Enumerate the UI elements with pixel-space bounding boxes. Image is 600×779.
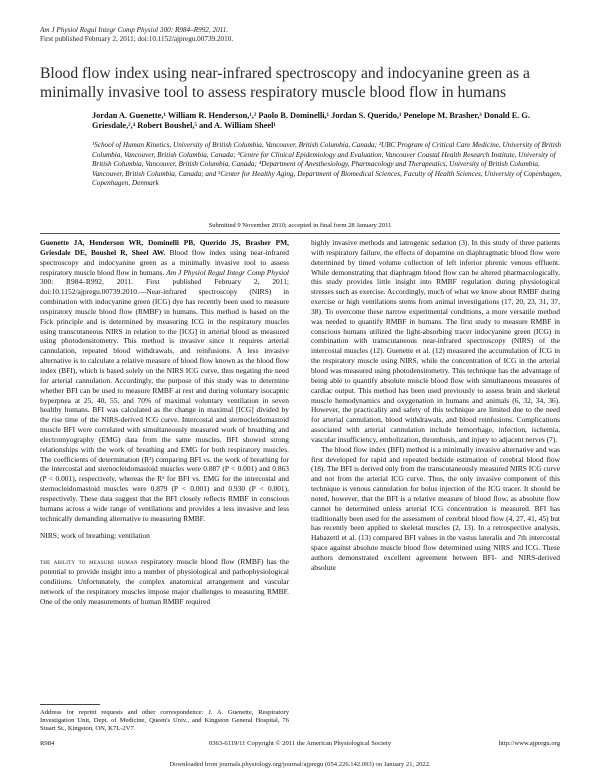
abstract <box>40 238 289 523</box>
keywords: NIRS; work of breathing; ventilation <box>40 531 150 541</box>
intro-lead: the ability to measure human <box>40 557 138 567</box>
introduction-paragraph <box>40 557 289 606</box>
header-divider <box>40 233 560 234</box>
author-list: Jordan A. Guenette,¹ William R. Henderson,¹,² Paolo B. Dominelli,¹ Jordan S. Querido,¹ Penelope M. Brasher,³ Donald E. G. Griesdale,²,⁴ Robert Boushel,⁵ and A. William Sheel¹ <box>92 111 530 131</box>
abstract-cite-title: Blood flow index using near-infrared spectroscopy and indocyanine green as a minimally invasive tool to assess respiratory muscle blood flow in humans. <box>40 247 290 277</box>
copyright-line: 0363-6119/11 Copyright © 2011 the American Physiological Society <box>208 740 392 747</box>
correspondence-address: Address for reprint requests and other correspondence: J. A. Guenette, Respiratory Investigation Unit, Dept. of Medicine, Queen's Univ., and Kingston General Hospital, 76 Stuart St., Kingston, ON, K7L-2V7. <box>40 709 289 732</box>
first-published-line: First published February 2, 2011; doi:10.1152/ajpregu.00739.2010. <box>40 35 234 43</box>
abstract-cite-authors: Guenette JA, Henderson WR, Dominelli PB, Querido JS, Brasher PM, Griesdale DE, Boushel R, Sheel AW. <box>40 238 289 257</box>
affiliations: ¹School of Human Kinetics, University of British Columbia, Vancouver, British Columbia, Canada; ²UBC Program of Critical Care Medicine, University of British Columbia, Vancouver, British Columbia, Canada; ³Centre for Clinical Epidemiology and Evaluation, Vancouver Coastal Health Research Institute, University of British Columbia, Vancouver, British Columbia, Canada; ⁴Department of Anesthesiology, Pharmacology and Therapeutics, University of British Columbia, Vancouver, British Columbia, Canada; and ⁵Center for Healthy Aging, Department of Biomedical Sciences, Faculty of Health Sciences, University of Copenhagen, Copenhagen, Denmark <box>92 141 562 188</box>
download-note: Downloaded from journals.physiology.org/journal/ajpregu (054.226.142.093) on January 21, 2022. <box>169 761 431 768</box>
journal-reference <box>40 26 233 44</box>
body-paragraph-2: The blood flow index (BFI) method is a minimally invasive alternative and was first developed for rapid and repeated bedside estimation of cerebral blood flow (18). The BFI is derived only from the transcutaneously measured NIRS ICG curve and not from the arterial ICG curve. Thus, the only invasive component of this technique is venous cannulation for bolus injection of the ICG tracer. It should be noted, however, that the BFI is a relative measure of blood flow, as absolute flow cannot be determined unless arterial ICG concentration is measured. BFI has traditionally been used for the assessment of cerebral blood flow (4, 27, 41, 45) but has recently been applied to skeletal muscles (2, 13). In a retrospective analysis, Habazettl et al. (13) compared BFI values in the vastus lateralis and 7th intercostal space against absolute muscle blood flow determined using NIRS and ICG. These authors demonstrated excellent agreement between BFI- and NIRS-derived absolute <box>311 444 560 572</box>
page-number: R984 <box>40 740 55 747</box>
footnote-divider <box>40 704 100 705</box>
article-title: Blood flow index using near-infrared spectroscopy and indocyanine green as a minimally invasive tool to assess respiratory muscle blood flow in humans <box>40 65 530 101</box>
left-column <box>40 238 289 607</box>
right-column <box>311 238 560 573</box>
abstract-text: 300: R984–R992, 2011. First published February 2, 2011; doi:10.1152/ajpregu.00739.2010.—Near-infrared spectroscopy (NIRS) in combination with indocyanine green (ICG) dye has recently been used to measure respiratory muscle blood flow (RMBF) in humans. This method is based on the Fick principle and is determined by measuring ICG in the respiratory muscles using transcutaneous NIRS in relation to the [ICG] in arterial blood as measured using photodensitometry. This method is invasive since it requires arterial cannulation, repeated blood withdrawals, and reinfusions. A less invasive alternative is to calculate a relative measure of blood flow known as the blood flow index (BFI), which is based solely on the NIRS ICG curve, thus negating the need for arterial cannulation. Accordingly, the purpose of this study was to determine whether BFI can be used to measure RMBF at rest and during voluntary isocapnic hyperpnea at 25, 40, 55, and 70% of maximal voluntary ventilation in seven healthy humans. BFI was calculated as the change in maximal [ICG] divided by the rise time of the NIRS-derived ICG curve. Intercostal and sternocleidomastoid muscle BFI were correlated with simultaneously measured work of breathing and electromyography (EMG) data from the same muscles. BFI showed strong relationships with the work of breathing and EMG for both respiratory muscles. The coefficients of determination (R²) comparing BFI vs. the work of breathing for the intercostal and sternocleidomastoid muscles were 0.887 (P < 0.001) and 0.863 (P < 0.001), respectively, whereas the R² for BFI vs. EMG for the intercostal and sternocleidomastoid muscles were 0.879 (P < 0.001) and 0.930 (P < 0.001), respectively. These data suggest that the BFI closely reflects RMBF in conscious humans across a wide range of ventilations and provides a less invasive and less technically demanding alternative to measuring RMBF. <box>40 277 289 523</box>
journal-url-link[interactable]: http://www.ajpregu.org <box>498 740 560 747</box>
intro-text: respiratory muscle blood flow (RMBF) has the potential to provide insight into a number of physiological and pathophysiological conditions. Unfortunately, the complex anatomical arrangement and vascular network of the respiratory muscles impose major challenges to measuring RMBF. One of the only measurements of human RMBF required <box>40 557 290 606</box>
body-paragraph-1: highly invasive methods and iatrogenic sedation (3). In this study of three patients with respiratory failure, the effects of dopamine on diaphragmatic blood flow were determined by timed volume collection of left inferior phrenic venous effluent. While demonstrating that diaphragm blood flow can be altered pharmacologically, this study provides little insight into RMBF regulation during physiological stresses such as exercise. Accordingly, much of what we know about RMBF during exercise or high ventilations stems from animal investigations (17, 20, 23, 31, 37, 38). To overcome these narrow experimental conditions, a more versatile method was needed to quantify RMBF in humans. The first study to measure RMBF in conscious humans utilized the light-absorbing tracer indocyanine green (ICG) in combination with transcutaneous near-infrared spectroscopy (NIRS) of the intercostal muscles (12). Guenette et al. (12) measured the accumulation of ICG in the respiratory muscle using NIRS, while the concentration of ICG in the arterial blood was measured using photodensitometry. This technique has the advantage of being able to quantify absolute muscle blood flow with simultaneous measures of cardiac output. This method has been used previously to assess brain and skeletal muscle hemodynamics and oxygenation in humans and animals (6, 32, 34, 36). However, the practicality and safety of this technique are limited due to the need for arterial cannulation, blood withdrawals, and blood reinfusions. Complications associated with arterial cannulation include hemorrhage, infection, ischemia, vascular insufficiency, embolization, thrombosis, and injury to adjacent nerves (7). <box>311 238 560 444</box>
submission-dates: Submitted 9 November 2010; accepted in final form 28 January 2011 <box>208 222 392 229</box>
abstract-cite-journal: Am J Physiol Regul Integr Comp Physiol <box>166 267 290 277</box>
journal-citation: Am J Physiol Regul Integr Comp Physiol 300: R984–R992, 2011. <box>40 26 229 34</box>
